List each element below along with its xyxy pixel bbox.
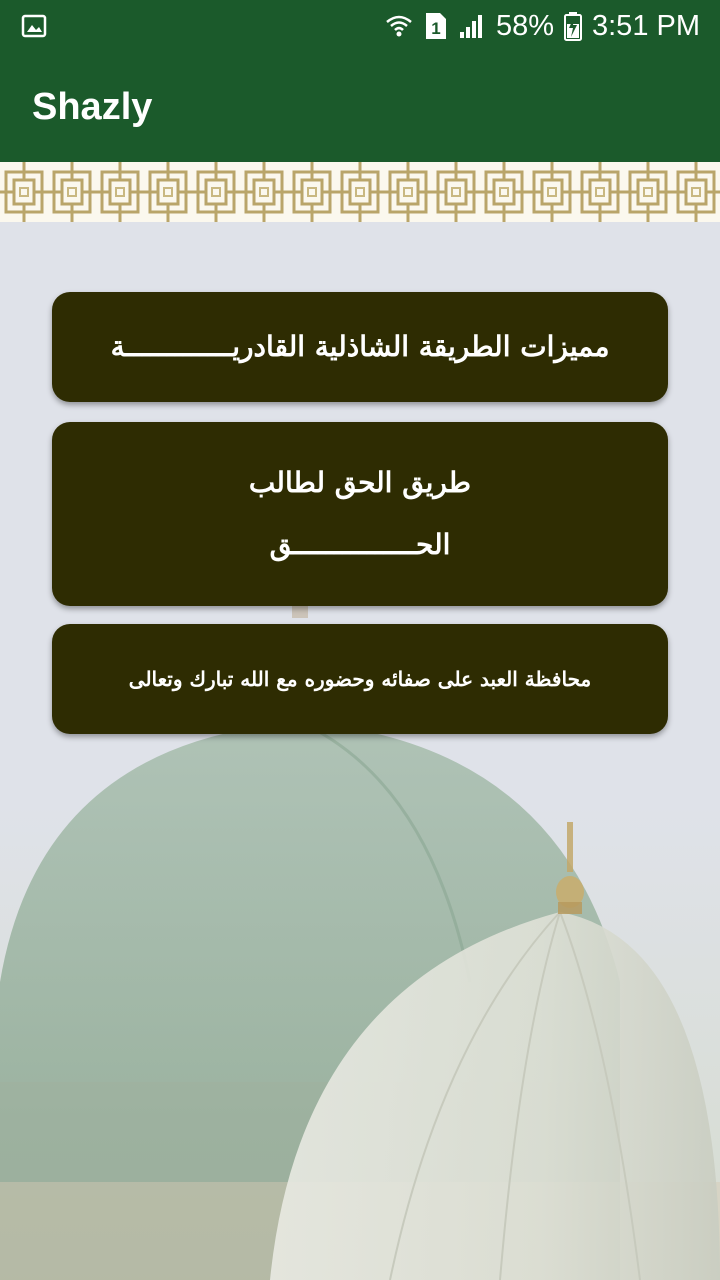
menu-item-label: مميزات الطريقة الشاذلية القادريـــــــــــــة: [110, 330, 610, 364]
menu-item-shazly-features[interactable]: [52, 292, 668, 402]
status-time: 3:51 PM: [592, 9, 700, 42]
battery-charging-icon: [564, 11, 582, 41]
decorative-border: [0, 162, 720, 222]
status-right: [384, 10, 700, 43]
main-content: [0, 222, 720, 1280]
sim-icon: [424, 11, 448, 41]
menu-item-path-of-truth[interactable]: [52, 422, 668, 606]
signal-icon: [458, 12, 486, 40]
status-left: [20, 12, 48, 40]
menu-item-label: محافظة العبد على صفائه وحضوره مع الله تبارك وتعالى: [128, 667, 592, 691]
menu-item-servant-presence[interactable]: [52, 624, 668, 734]
app-bar: [0, 52, 720, 162]
app-title: Shazly: [32, 85, 153, 128]
menu-item-label-line-2: الحـــــــــــــــق: [269, 528, 451, 561]
battery-percent: 58%: [495, 9, 554, 42]
knot-pattern-icon: [0, 162, 720, 222]
sim-label: 1: [431, 19, 441, 38]
wifi-icon: [384, 11, 414, 41]
menu-item-label-line-1: طريق الحق لطالب: [248, 466, 472, 500]
image-icon: [20, 12, 48, 40]
status-bar: [0, 0, 720, 52]
